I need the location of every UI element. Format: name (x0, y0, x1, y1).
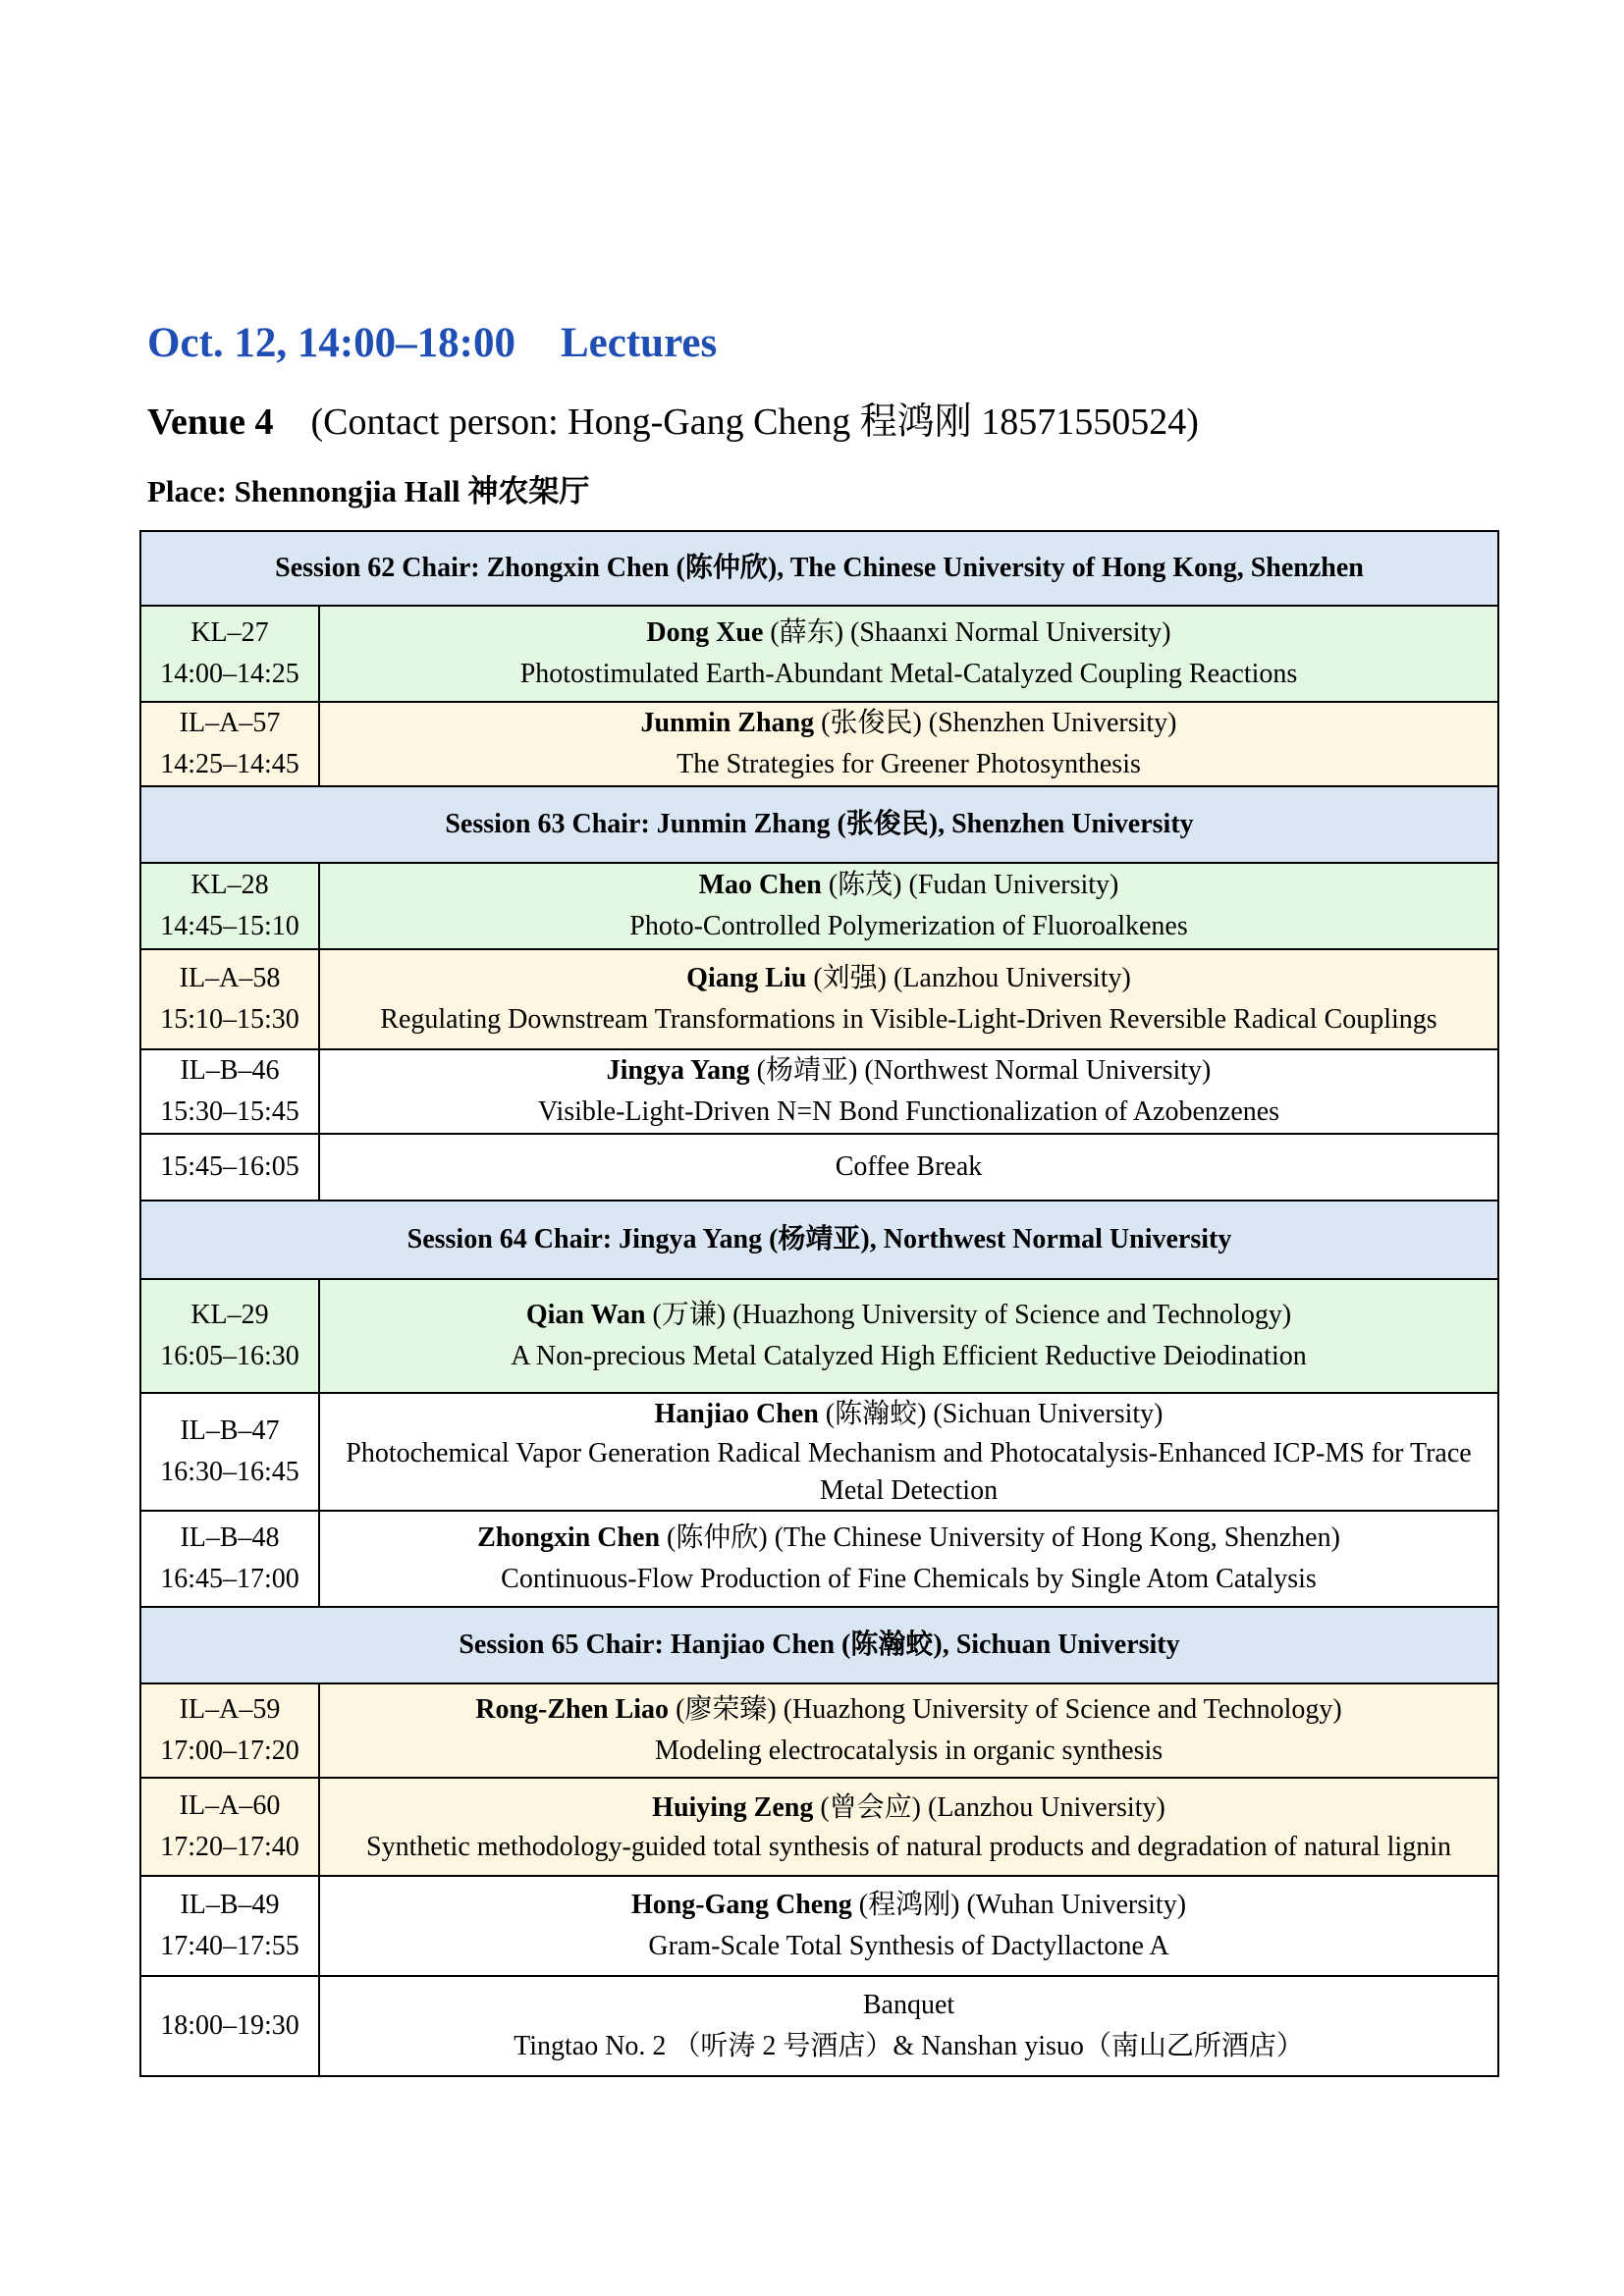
talk-code: IL–B–46 (180, 1055, 280, 1086)
talk-row (140, 1683, 1498, 1778)
speaker-chinese-name: (陈仲欣) (660, 1522, 775, 1553)
banquet-label: Banquet (862, 1990, 955, 2020)
speaker-chinese-name: (曾会应) (813, 1792, 928, 1823)
contact-person: (Contact person: Hong-Gang Cheng 程鸿刚 18571550524) (310, 401, 1199, 443)
break-row (140, 1134, 1498, 1201)
talk-time: 14:45–15:10 (160, 911, 299, 941)
speaker-chinese-name: (陈茂) (821, 870, 909, 900)
talk-title: Regulating Downstream Transformations in Visible-Light-Driven Reversible Radical Couplings (380, 1004, 1437, 1035)
talk-row (140, 1393, 1498, 1511)
speaker-affiliation: (Fudan University) (908, 870, 1119, 900)
talk-code-time (140, 1393, 319, 1511)
talk-details (319, 1279, 1498, 1393)
talk-code-time (140, 1511, 319, 1607)
talk-details (319, 863, 1498, 949)
banquet-time: 18:00–19:30 (140, 1976, 319, 2076)
speaker-line (328, 865, 1489, 906)
speaker-name: Hanjiao Chen (654, 1399, 819, 1429)
speaker-chinese-name: (张俊民) (814, 708, 929, 738)
schedule-body (140, 531, 1498, 2076)
banquet-row (140, 1976, 1498, 2076)
speaker-affiliation: (Wuhan University) (966, 1890, 1187, 1920)
talk-details (319, 1876, 1498, 1976)
talk-details (319, 1778, 1498, 1876)
talk-title: Synthetic methodology-guided total synthesis of natural products and degradation of natural lignin (366, 1832, 1451, 1862)
talk-code-time (140, 1683, 319, 1778)
speaker-chinese-name: (廖荣臻) (669, 1694, 784, 1725)
speaker-line (328, 703, 1489, 744)
talk-row (140, 863, 1498, 949)
talk-details (319, 1049, 1498, 1134)
speaker-chinese-name: (杨靖亚) (749, 1055, 865, 1086)
speaker-name: Jingya Yang (606, 1055, 750, 1086)
talk-code-time (140, 1876, 319, 1976)
speaker-chinese-name: (陈瀚蛟) (818, 1399, 934, 1429)
heading-section: Lectures (561, 320, 718, 366)
speaker-line (328, 1518, 1489, 1559)
session-title: Session 65 Chair: Hanjiao Chen (陈瀚蛟), Sichuan University (140, 1607, 1498, 1683)
speaker-affiliation: (Huazhong University of Science and Technology) (732, 1300, 1292, 1330)
venue-label: Venue 4 (147, 401, 274, 443)
talk-time: 16:30–16:45 (160, 1457, 299, 1487)
session-header-row (140, 1607, 1498, 1683)
speaker-name: Qian Wan (525, 1300, 646, 1330)
speaker-line (328, 958, 1489, 999)
session-header-row (140, 531, 1498, 606)
talk-title: Photostimulated Earth-Abundant Metal-Catalyzed Coupling Reactions (519, 659, 1298, 689)
talk-time: 16:45–17:00 (160, 1564, 299, 1594)
speaker-chinese-name: (程鸿刚) (851, 1890, 967, 1920)
talk-time: 17:00–17:20 (160, 1735, 299, 1766)
speaker-line (328, 1885, 1489, 1926)
talk-code: IL–A–59 (179, 1694, 281, 1725)
talk-details (319, 1683, 1498, 1778)
talk-code: IL–A–60 (179, 1790, 281, 1821)
venue-line (147, 391, 1199, 445)
talk-title: Continuous-Flow Production of Fine Chemicals by Single Atom Catalysis (501, 1564, 1317, 1594)
speaker-affiliation: (Sichuan University) (933, 1399, 1164, 1429)
speaker-name: Zhongxin Chen (477, 1522, 661, 1553)
talk-row (140, 1778, 1498, 1876)
session-title: Session 63 Chair: Junmin Zhang (张俊民), Shenzhen University (140, 786, 1498, 863)
talk-code-time (140, 863, 319, 949)
talk-code: IL–B–47 (180, 1415, 280, 1446)
talk-time: 15:10–15:30 (160, 1004, 299, 1035)
talk-details (319, 1511, 1498, 1607)
talk-code: IL–A–58 (179, 963, 281, 993)
speaker-affiliation: (Shenzhen University) (928, 708, 1177, 738)
talk-code-time (140, 949, 319, 1049)
speaker-name: Hong-Gang Cheng (630, 1890, 852, 1920)
speaker-affiliation: (Lanzhou University) (928, 1792, 1165, 1823)
talk-title: Modeling electrocatalysis in organic synthesis (654, 1735, 1164, 1766)
talk-details (319, 702, 1498, 786)
talk-code-time (140, 702, 319, 786)
speaker-name: Huiying Zeng (652, 1792, 814, 1823)
talk-code-time (140, 606, 319, 702)
banquet-venues: Tingtao No. 2 （听涛 2 号酒店）& Nanshan yisuo（南山乙所酒店） (514, 2031, 1304, 2061)
talk-title: Photochemical Vapor Generation Radical Mechanism and Photocatalysis-Enhanced ICP-MS for Trace Metal Detection (346, 1438, 1472, 1506)
talk-title: Photo-Controlled Polymerization of Fluoroalkenes (629, 911, 1188, 941)
speaker-affiliation: (Huazhong University of Science and Technology) (783, 1694, 1342, 1725)
talk-code-time (140, 1279, 319, 1393)
talk-row (140, 702, 1498, 786)
speaker-line (328, 1050, 1489, 1092)
talk-code: IL–A–57 (179, 708, 281, 738)
speaker-name: Junmin Zhang (640, 708, 815, 738)
speaker-name: Rong-Zhen Liao (475, 1694, 670, 1725)
speaker-name: Dong Xue (646, 617, 764, 648)
talk-row (140, 1876, 1498, 1976)
talk-code-time (140, 1049, 319, 1134)
speaker-affiliation: (Shaanxi Normal University) (850, 617, 1171, 648)
speaker-line (328, 1788, 1489, 1829)
talk-row (140, 1049, 1498, 1134)
speaker-affiliation: (Northwest Normal University) (864, 1055, 1212, 1086)
session-title: Session 64 Chair: Jingya Yang (杨靖亚), Northwest Normal University (140, 1201, 1498, 1279)
speaker-line (328, 1295, 1489, 1336)
talk-time: 14:00–14:25 (160, 659, 299, 689)
talk-title: Gram-Scale Total Synthesis of Dactyllactone A (648, 1931, 1169, 1961)
talk-code: IL–B–49 (180, 1890, 280, 1920)
talk-time: 17:20–17:40 (160, 1832, 299, 1862)
talk-code: KL–29 (190, 1300, 269, 1330)
talk-details (319, 949, 1498, 1049)
talk-details (319, 606, 1498, 702)
session-title: Session 62 Chair: Zhongxin Chen (陈仲欣), The Chinese University of Hong Kong, Shenzhen (140, 531, 1498, 606)
banquet-details (319, 1976, 1498, 2076)
speaker-chinese-name: (薛东) (763, 617, 851, 648)
speaker-name: Qiang Liu (686, 963, 807, 993)
speaker-affiliation: (The Chinese University of Hong Kong, Shenzhen) (774, 1522, 1340, 1553)
schedule-table (139, 530, 1499, 2077)
talk-code: KL–27 (190, 617, 269, 648)
page-heading (147, 319, 717, 367)
talk-code: KL–28 (190, 870, 269, 900)
speaker-chinese-name: (刘强) (806, 963, 893, 993)
talk-title: The Strategies for Greener Photosynthesis (677, 749, 1141, 779)
speaker-line (328, 613, 1489, 654)
talk-time: 14:25–14:45 (160, 749, 299, 779)
talk-row (140, 606, 1498, 702)
speaker-line (328, 1394, 1489, 1435)
talk-code-time (140, 1778, 319, 1876)
speaker-line (328, 1689, 1489, 1731)
heading-date-time: Oct. 12, 14:00–18:00 (147, 320, 515, 366)
session-header-row (140, 1201, 1498, 1279)
talk-code: IL–B–48 (180, 1522, 280, 1553)
speaker-name: Mao Chen (698, 870, 822, 900)
talk-row (140, 949, 1498, 1049)
talk-time: 16:05–16:30 (160, 1341, 299, 1371)
talk-details (319, 1393, 1498, 1511)
speaker-chinese-name: (万谦) (645, 1300, 733, 1330)
speaker-affiliation: (Lanzhou University) (893, 963, 1131, 993)
talk-title: Visible-Light-Driven N=N Bond Functionalization of Azobenzenes (537, 1096, 1280, 1127)
talk-row (140, 1511, 1498, 1607)
talk-time: 17:40–17:55 (160, 1931, 299, 1961)
talk-row (140, 1279, 1498, 1393)
talk-time: 15:30–15:45 (160, 1096, 299, 1127)
break-label: Coffee Break (319, 1134, 1498, 1201)
place-line: Place: Shennongjia Hall 神农架厅 (147, 474, 590, 508)
talk-title: A Non-precious Metal Catalyzed High Efficient Reductive Deiodination (511, 1341, 1307, 1371)
session-header-row (140, 786, 1498, 863)
break-time: 15:45–16:05 (140, 1134, 319, 1201)
